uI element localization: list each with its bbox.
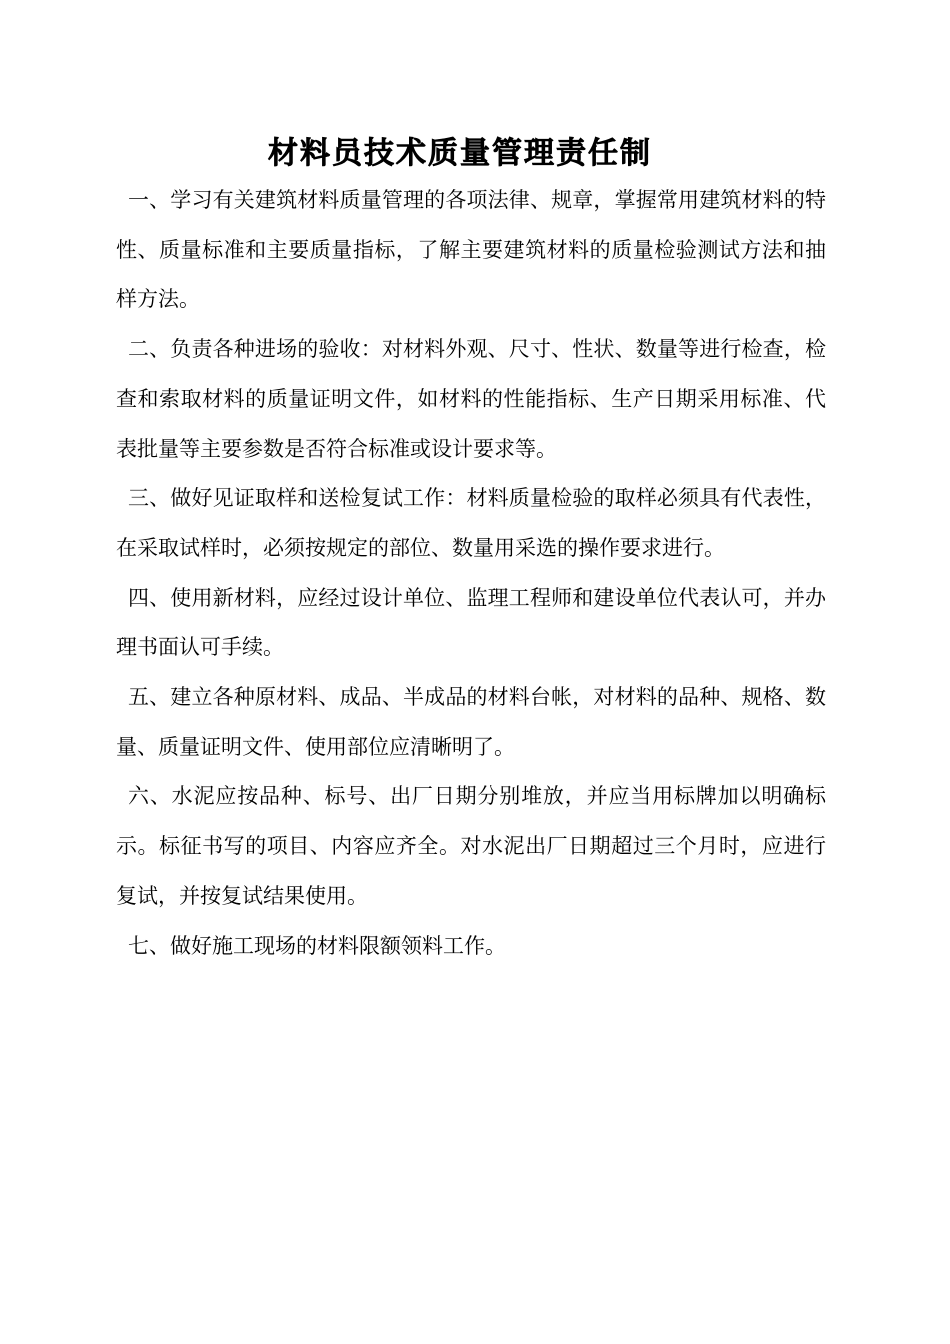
clause-7: 七、做好施工现场的材料限额领料工作。 — [128, 933, 506, 958]
document-body — [116, 176, 826, 971]
clause-6: 六、水泥应按品种、标号、出厂日期分别堆放，并应当用标牌加以明确标示。标征书写的项目、内容应齐全。对水泥出厂日期超过三个月时，应进行复试，并按复试结果使用。 — [116, 784, 826, 908]
clause-1: 一、学习有关建筑材料质量管理的各项法律、规章，掌握常用建筑材料的特性、质量标准和主要质量指标，了解主要建筑材料的质量检验测试方法和抽样方法。 — [116, 188, 826, 312]
clause-2: 二、负责各种进场的验收：对材料外观、尺寸、性状、数量等进行检查，检查和索取材料的质量证明文件，如材料的性能指标、生产日期采用标准、代表批量等主要参数是否符合标准或设计要求等。 — [116, 337, 826, 461]
clause-4: 四、使用新材料，应经过设计单位、监理工程师和建设单位代表认可，并办理书面认可手续。 — [116, 585, 826, 660]
clause-5: 五、建立各种原材料、成品、半成品的材料台帐，对材料的品种、规格、数量、质量证明文件、使用部位应清晰明了。 — [116, 685, 826, 759]
clause-3: 三、做好见证取样和送检复试工作：材料质量检验的取样必须具有代表性，在采取试样时，必须按规定的部位、数量用采选的操作要求进行。 — [116, 486, 826, 560]
document-title: 材料员技术质量管理责任制 — [268, 136, 652, 171]
